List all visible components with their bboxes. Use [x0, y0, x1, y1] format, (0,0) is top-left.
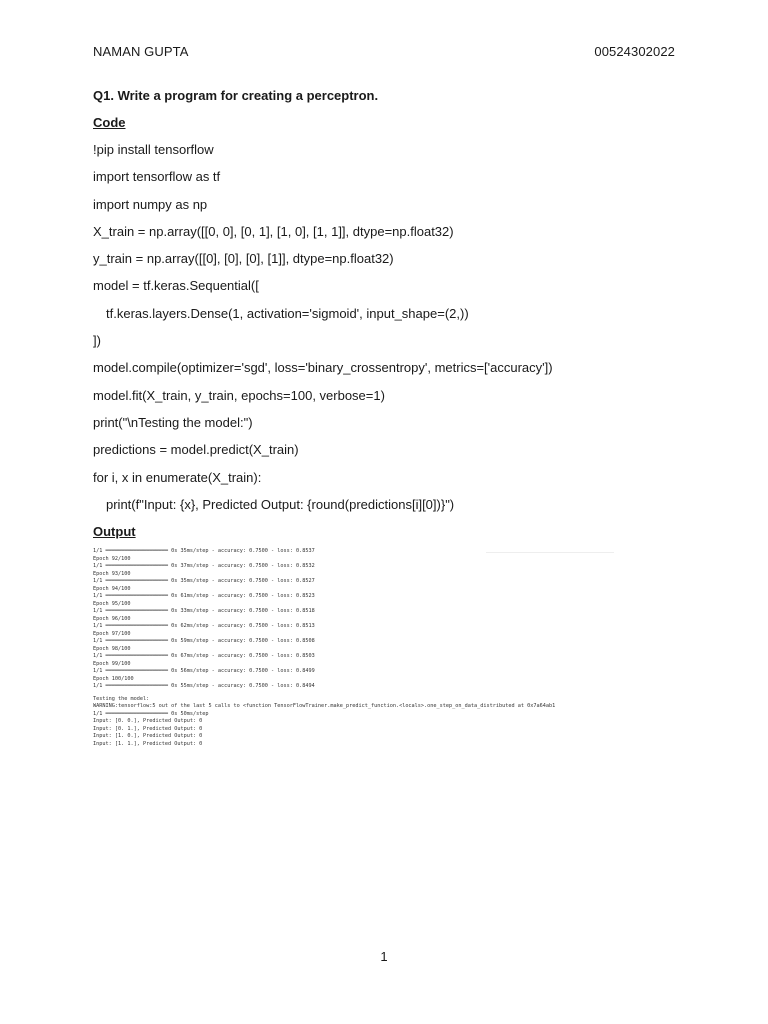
code-line: import numpy as np [93, 196, 208, 212]
output-line: 1/1 ━━━━━━━━━━━━━━━━━━━━ 0s 33ms/step - accuracy: 0.7500 - loss: 0.8518 [93, 608, 315, 614]
testing-line: Testing the model: [93, 695, 150, 702]
testing-line: Input: [1. 1.], Predicted Output: 0 [93, 740, 203, 747]
testing-line: Input: [0. 0.], Predicted Output: 0 [93, 718, 203, 724]
page-header [93, 44, 675, 59]
output-line: Epoch 94/100 [93, 585, 131, 592]
roll-number: 00524302022 [594, 44, 675, 59]
code-line: tf.keras.layers.Dense(1, activation='sigmoid', input_shape=(2,)) [106, 305, 469, 321]
output-line: Epoch 93/100 [93, 570, 131, 577]
output-line: 1/1 ━━━━━━━━━━━━━━━━━━━━ 0s 67ms/step - accuracy: 0.7500 - loss: 0.8503 [93, 653, 315, 659]
code-line: ]) [93, 333, 101, 349]
code-line: print(f"Input: {x}, Predicted Output: {round(predictions[i][0])}") [106, 496, 455, 512]
output-line: Epoch 92/100 [93, 555, 131, 562]
code-line: y_train = np.array([[0], [0], [0], [1]], dtype=np.float32) [93, 251, 394, 267]
code-line: model.compile(optimizer='sgd', loss='binary_crossentropy', metrics=['accuracy']) [93, 360, 553, 376]
testing-line: 1/1 ━━━━━━━━━━━━━━━━━━━━ 0s 50ms/step [93, 710, 209, 717]
output-line: Epoch 98/100 [93, 645, 131, 652]
training-log [93, 548, 623, 691]
testing-line: Input: [0. 1.], Predicted Output: 0 [93, 725, 203, 732]
code-heading: Code [93, 115, 126, 130]
output-line: 1/1 ━━━━━━━━━━━━━━━━━━━━ 0s 56ms/step - accuracy: 0.7500 - loss: 0.8499 [93, 668, 315, 674]
testing-line: WARNING:tensorflow:5 out of the last 5 calls to <function TensorFlowTrainer.make_predict_function.<locals>.one_step_on_data_distributed at 0x7a64ab1 [93, 703, 556, 709]
code-line: predictions = model.predict(X_train) [93, 442, 299, 458]
output-line: Epoch 95/100 [93, 600, 131, 607]
code-line: print("\nTesting the model:") [93, 414, 253, 430]
output-line: Epoch 99/100 [93, 660, 131, 667]
testing-line: Input: [1. 0.], Predicted Output: 0 [93, 733, 203, 739]
code-line: model.fit(X_train, y_train, epochs=100, verbose=1) [93, 387, 385, 403]
output-screenshot [93, 548, 623, 748]
output-line: 1/1 ━━━━━━━━━━━━━━━━━━━━ 0s 35ms/step - accuracy: 0.7500 - loss: 0.8527 [93, 578, 315, 584]
output-line: 1/1 ━━━━━━━━━━━━━━━━━━━━ 0s 62ms/step - accuracy: 0.7500 - loss: 0.8513 [93, 623, 315, 629]
output-line: 1/1 ━━━━━━━━━━━━━━━━━━━━ 0s 55ms/step - accuracy: 0.7500 - loss: 0.8494 [93, 683, 315, 689]
document-body [93, 88, 693, 551]
output-line: 1/1 ━━━━━━━━━━━━━━━━━━━━ 0s 35ms/step - accuracy: 0.7500 - loss: 0.8537 [93, 548, 315, 554]
author-name: NAMAN GUPTA [93, 44, 189, 59]
code-line: model = tf.keras.Sequential([ [93, 278, 259, 294]
code-line: import tensorflow as tf [93, 169, 221, 185]
code-block [93, 142, 693, 524]
code-line: for i, x in enumerate(X_train): [93, 469, 262, 485]
code-line: X_train = np.array([[0, 0], [0, 1], [1, 0], [1, 1]], dtype=np.float32) [93, 223, 454, 239]
question-title: Q1. Write a program for creating a perceptron. [93, 88, 379, 103]
output-line: 1/1 ━━━━━━━━━━━━━━━━━━━━ 0s 61ms/step - accuracy: 0.7500 - loss: 0.8523 [93, 593, 315, 599]
testing-log [93, 696, 623, 749]
output-line: 1/1 ━━━━━━━━━━━━━━━━━━━━ 0s 37ms/step - accuracy: 0.7500 - loss: 0.8532 [93, 563, 315, 569]
output-line: Epoch 100/100 [93, 675, 134, 682]
page-number: 1 [380, 949, 388, 964]
output-heading: Output [93, 524, 136, 540]
output-line: Epoch 97/100 [93, 630, 131, 637]
code-line: !pip install tensorflow [93, 142, 214, 157]
output-line: 1/1 ━━━━━━━━━━━━━━━━━━━━ 0s 59ms/step - accuracy: 0.7500 - loss: 0.8508 [93, 638, 315, 644]
output-line: Epoch 96/100 [93, 615, 131, 622]
